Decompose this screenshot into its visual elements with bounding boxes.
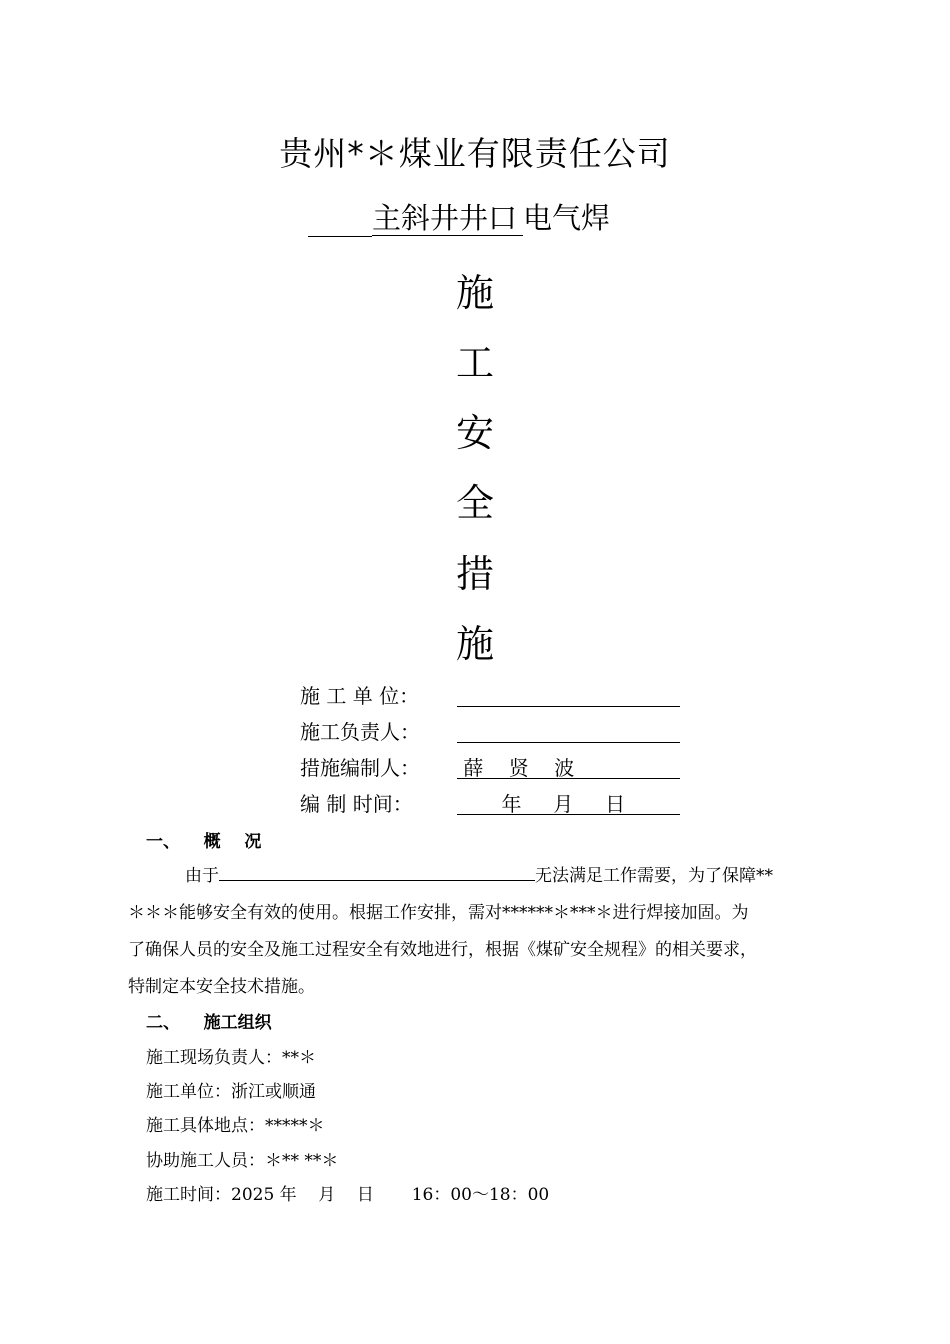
paragraph-text: 无法满足工作需要，为了保障**	[535, 866, 773, 886]
field-label: 编 制 时间：	[300, 792, 413, 816]
field-label: 施 工 单 位：	[300, 684, 420, 708]
section-heading-overview: 一、 概 况	[146, 832, 262, 852]
field-value-line	[457, 716, 680, 743]
field-value-line: 年 月 日	[457, 788, 680, 815]
field-label: 施工负责人：	[300, 720, 420, 744]
vertical-title-char: 安	[455, 411, 494, 455]
paragraph-line	[185, 861, 835, 886]
subtitle-suffix: 电气焊	[523, 201, 611, 235]
field-construction-leader	[300, 716, 680, 746]
organization-item: 施工时间：2025 年 月 日 16：00～18：00	[146, 1185, 550, 1205]
organization-item: 施工现场负责人：**＊	[146, 1048, 316, 1068]
field-construction-unit	[300, 680, 680, 710]
vertical-title-char: 工	[455, 341, 494, 385]
vertical-title-char: 施	[455, 271, 494, 315]
field-compile-date	[300, 788, 680, 818]
vertical-title-char: 全	[455, 481, 494, 525]
field-value-line: 薛 贤 波	[457, 752, 680, 779]
section-heading-organization: 二、 施工组织	[146, 1013, 272, 1033]
field-label: 措施编制人：	[300, 756, 420, 780]
vertical-title-char: 施	[455, 622, 494, 666]
paragraph-text: 由于	[185, 866, 219, 886]
paragraph-line: 特制定本安全技术措施。	[128, 977, 315, 997]
organization-item: 施工单位：浙江或顺通	[146, 1082, 316, 1102]
paragraph-line: ＊＊＊能够安全有效的使用。根据工作安排，需对******＊***＊进行焊接加固。为	[128, 903, 749, 923]
vertical-title-char: 措	[455, 552, 494, 596]
organization-item: 协助施工人员：＊** **＊	[146, 1151, 339, 1171]
field-value-line	[457, 680, 680, 707]
company-title: 贵州*＊煤业有限责任公司	[279, 134, 671, 173]
document-subtitle	[308, 196, 610, 237]
paragraph-line: 了确保人员的安全及施工过程安全有效地进行，根据《煤矿安全规程》的相关要求，	[128, 940, 757, 960]
subtitle-blank	[308, 206, 372, 237]
fill-in-blank	[219, 862, 535, 881]
field-measure-author	[300, 752, 680, 782]
organization-item: 施工具体地点：*****＊	[146, 1116, 325, 1136]
subtitle-location: 主斜井井口	[372, 201, 523, 236]
